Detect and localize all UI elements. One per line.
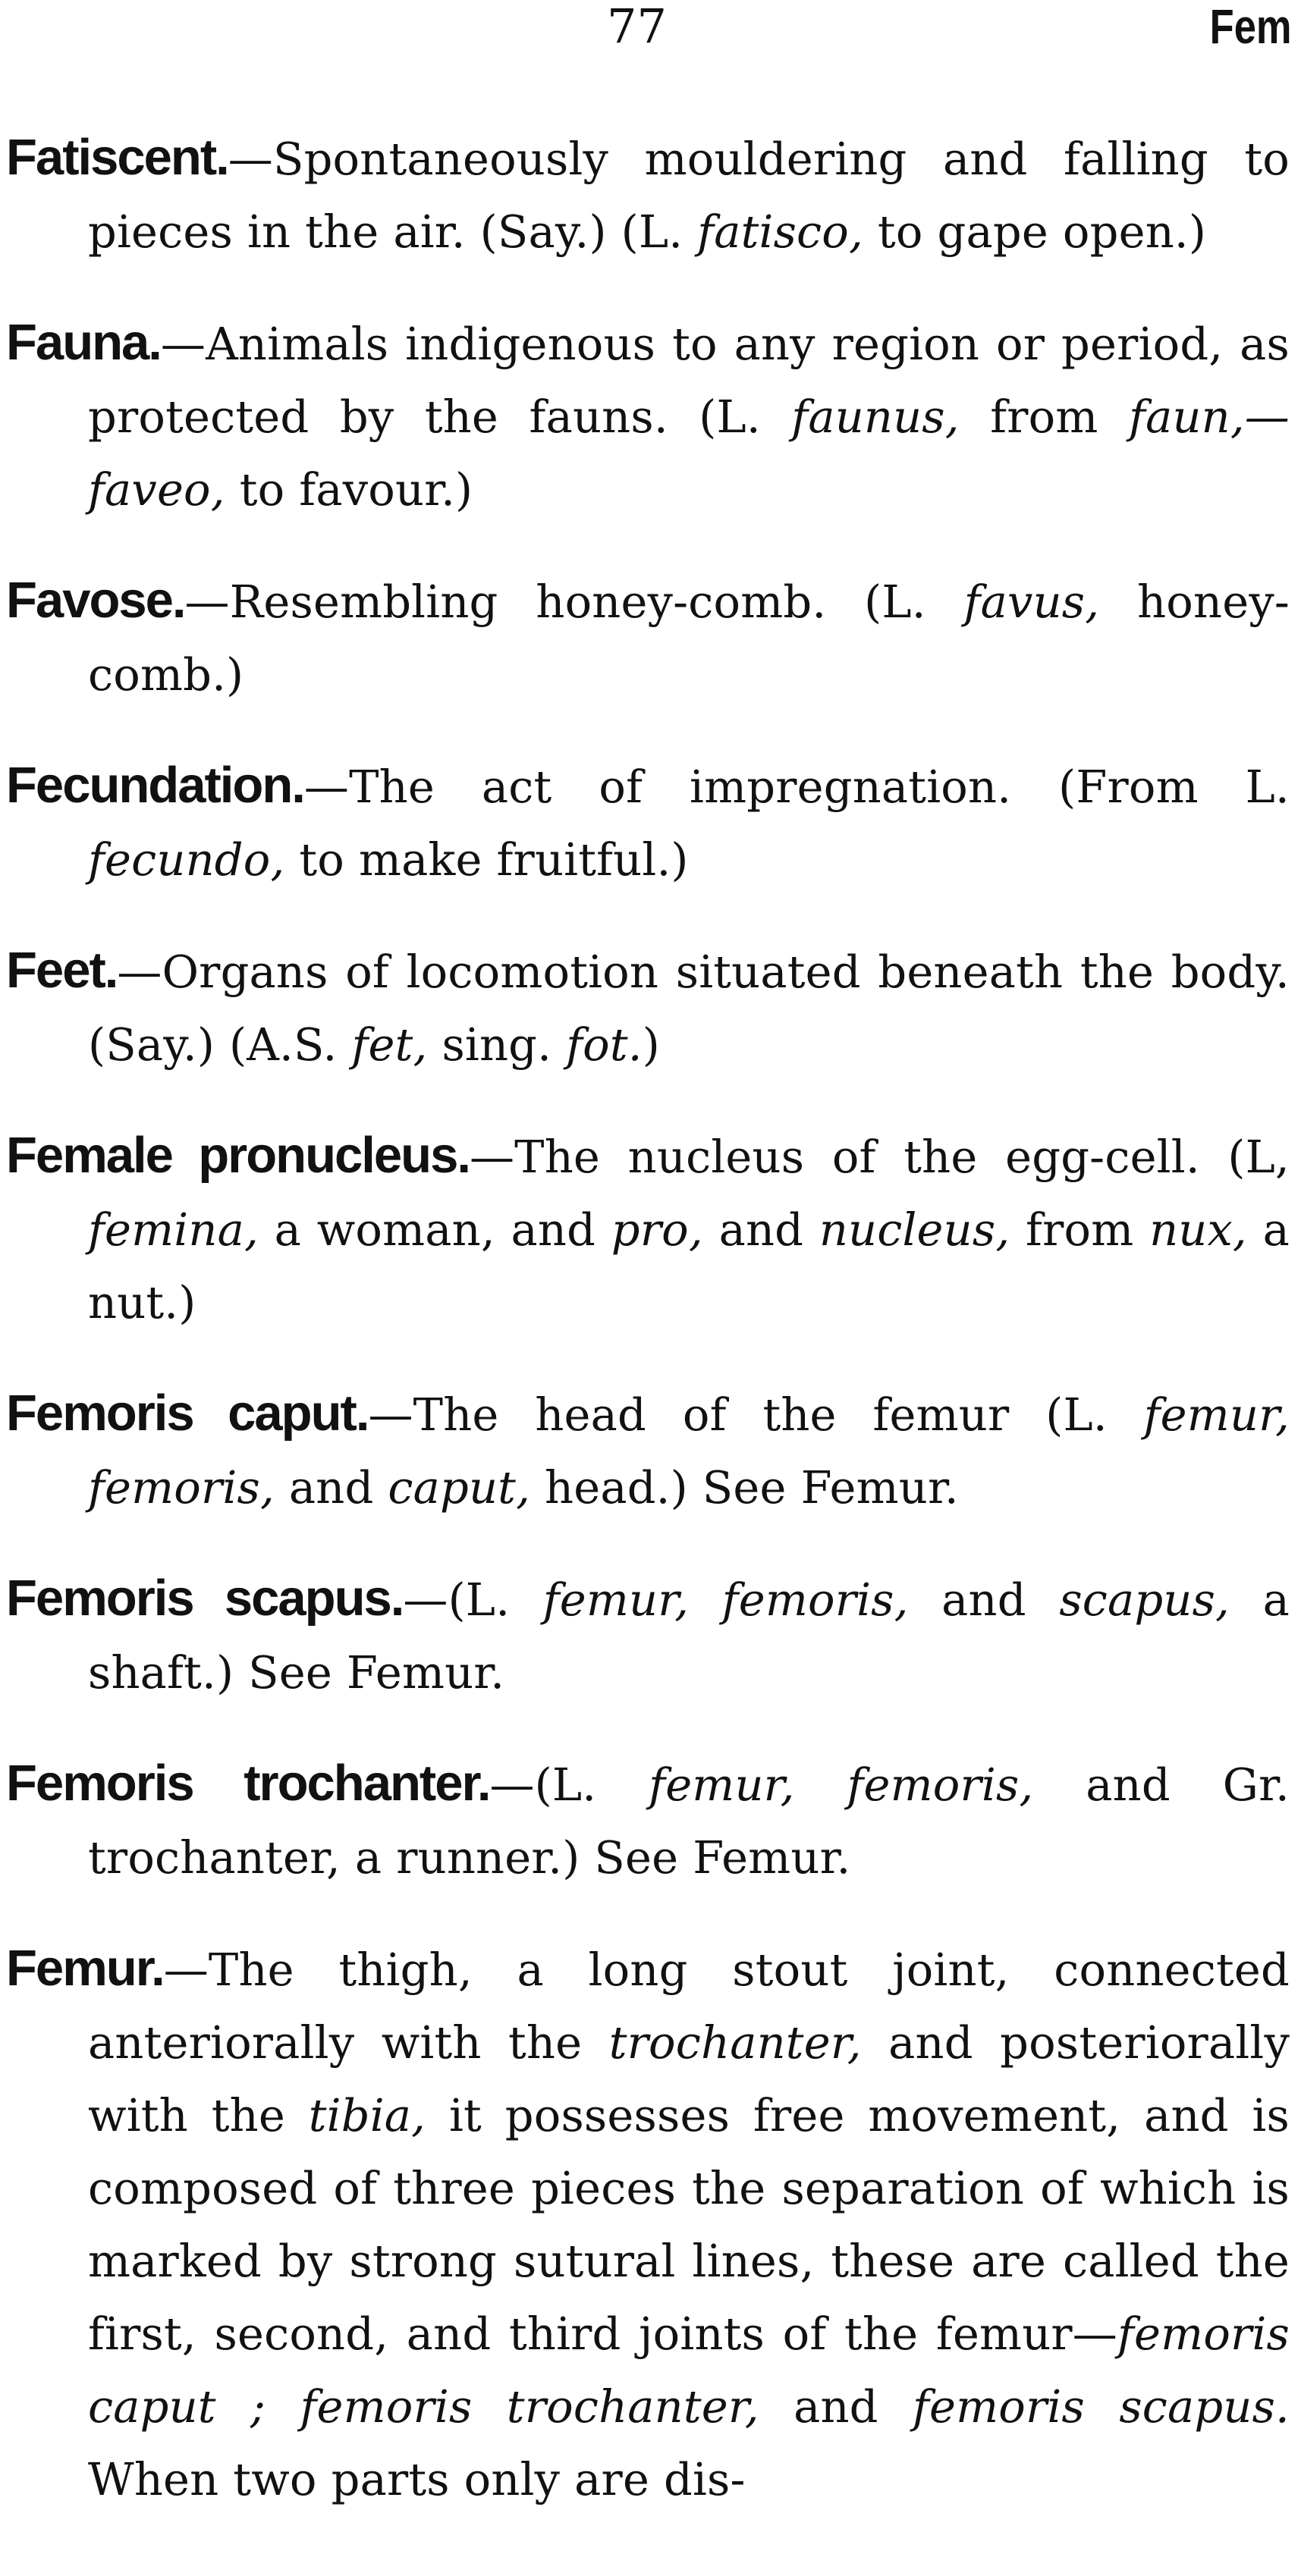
entry-italic-term: fot. (566, 1018, 643, 1071)
entry-text (795, 1759, 847, 1811)
entry-text: sing. (427, 1018, 567, 1071)
entry-text: and posteriorally with the (88, 2016, 1290, 2141)
entry-text: and Gr. trochanter, a runner.) See Femur. (88, 1759, 1290, 1884)
entry-italic-term: faun,—faveo, (88, 391, 1290, 516)
entry-italic-term: femoris, (721, 1574, 909, 1626)
entry-text: to make fruitful.) (284, 833, 689, 886)
entry-italic-term: nux, (1149, 1203, 1247, 1256)
entry-headword: Female pronucleus. (6, 1127, 470, 1184)
entry-italic-term: nucleus, (819, 1203, 1010, 1256)
glossary-entry (6, 121, 1290, 268)
entry-text: a nut.) (88, 1203, 1290, 1329)
glossary-entry (6, 1562, 1290, 1709)
entry-text: and (702, 1203, 819, 1256)
entry-text: from (959, 391, 1130, 443)
entry-italic-term: fet, (351, 1018, 428, 1071)
entry-text: it possesses free movement, and is composed of three pieces the separation of which is marked by strong sutural lines, these are called the first, second, and third joints of the femur— (88, 2089, 1290, 2360)
entry-italic-term: pro, (611, 1203, 703, 1256)
entry-text: and (759, 2380, 913, 2433)
entry-text: —Organs of locomotion situated beneath the body. (Say.) (A.S. (88, 946, 1290, 1071)
entry-headword: Femoris scapus. (6, 1570, 404, 1627)
glossary-entry (6, 1377, 1290, 1524)
entry-text: a woman, and (258, 1203, 611, 1256)
running-head: Fem (1210, 0, 1292, 54)
entry-text: —The nucleus of the egg-cell. (L, (469, 1131, 1290, 1183)
entry-text: —Animals indigenous to any region or period, as protected by the fauns. (L. (88, 318, 1290, 443)
entry-italic-term: scapus, (1059, 1574, 1230, 1626)
entry-italic-term: femur, (542, 1574, 690, 1626)
entry-headword: Fauna. (6, 314, 161, 371)
entry-headword: Femoris trochanter. (6, 1755, 490, 1812)
entry-text: to gape open.) (863, 206, 1207, 258)
page-number: 77 (607, 0, 667, 54)
glossary-entry (6, 564, 1290, 711)
entry-headword: Femoris caput. (6, 1385, 369, 1442)
entry-text: and (908, 1574, 1060, 1626)
entry-text (689, 1574, 722, 1626)
entry-italic-term: femur, (649, 1759, 795, 1811)
glossary-entry (6, 749, 1290, 896)
entry-italic-term: femoris scapus. (913, 2380, 1290, 2433)
entry-italic-term: caput, (388, 1461, 531, 1514)
entry-text: ) (642, 1018, 660, 1071)
entry-text: —Spontaneously mouldering and falling to pieces in the air. (Say.) (L. (88, 133, 1290, 258)
glossary-entry (6, 1747, 1290, 1894)
glossary-entry (6, 1119, 1290, 1339)
glossary-entries (6, 121, 1290, 2516)
entry-text: —The thigh, a long stout joint, connected anteriorally with the (88, 1944, 1290, 2069)
entry-headword: Femur. (6, 1940, 164, 1997)
page-header (0, 0, 1301, 61)
entry-text: —Resembling honey-comb. (L. (184, 576, 964, 628)
entry-text: —(L. (489, 1759, 649, 1811)
entry-italic-term: fecundo, (88, 833, 285, 886)
entry-text: head.) See Femur. (530, 1461, 959, 1514)
glossary-entry (6, 934, 1290, 1081)
entry-italic-term: femoris, (847, 1759, 1034, 1811)
entry-headword: Feet. (6, 942, 118, 999)
entry-text: —The act of impregnation. (From L. (303, 761, 1290, 813)
entry-italic-term: femina, (88, 1203, 259, 1256)
entry-text: honey-comb.) (88, 576, 1290, 701)
entry-text: from (1010, 1203, 1150, 1256)
entry-headword: Fecundation. (6, 757, 304, 814)
entry-text: and (274, 1461, 388, 1514)
entry-text: to favour.) (225, 463, 473, 516)
entry-italic-term: faunus, (791, 391, 960, 443)
entry-headword: Favose. (6, 572, 185, 629)
entry-italic-term: femoris caput ; femoris trochanter, (88, 2308, 1290, 2433)
entry-headword: Fatiscent. (6, 129, 228, 186)
entry-italic-term: femoris, (88, 1461, 275, 1514)
entry-text: a shaft.) See Femur. (88, 1574, 1290, 1699)
entry-text: —(L. (403, 1574, 543, 1626)
glossary-entry (6, 1932, 1290, 2516)
entry-italic-term: favus, (963, 576, 1100, 628)
entry-italic-term: tibia, (308, 2089, 426, 2141)
entry-italic-term: femur, (1143, 1388, 1290, 1441)
entry-text: When two parts only are dis- (88, 2453, 746, 2505)
glossary-entry (6, 306, 1290, 526)
entry-italic-term: fatisco, (697, 206, 863, 258)
entry-italic-term: trochanter, (608, 2016, 862, 2069)
entry-text: —The head of the femur (L. (368, 1388, 1144, 1441)
